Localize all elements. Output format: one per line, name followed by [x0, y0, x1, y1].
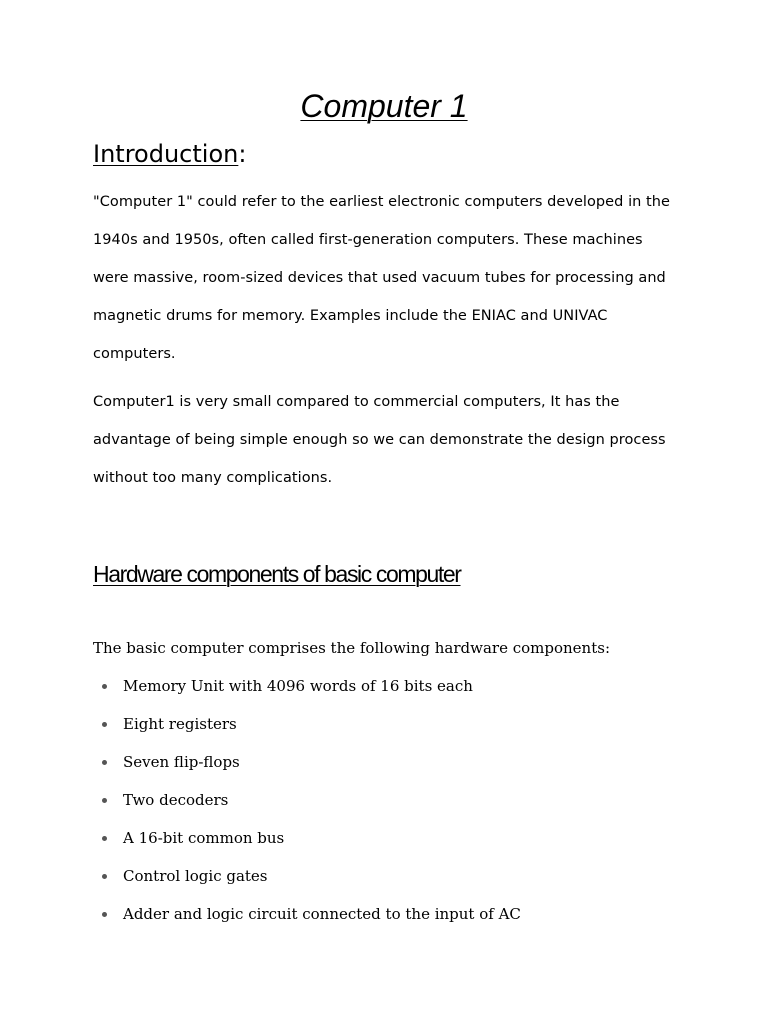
- paragraph-line: without too many complications.: [93, 470, 333, 486]
- paragraph-line: were massive, room-sized devices that used vacuum tubes for processing and: [93, 270, 666, 286]
- paragraph-line: magnetic drums for memory. Examples include the ENIAC and UNIVAC: [93, 308, 608, 324]
- introduction-paragraph-2: [93, 383, 693, 497]
- list-item: Control logic gates: [93, 857, 521, 895]
- hardware-intro-text: The basic computer comprises the following hardware components:: [93, 639, 610, 657]
- hardware-components-list: [93, 667, 521, 933]
- bullet-icon: [102, 874, 107, 879]
- list-item: Adder and logic circuit connected to the input of AC: [93, 895, 521, 933]
- list-item: Memory Unit with 4096 words of 16 bits each: [93, 667, 521, 705]
- paragraph-line: computers.: [93, 346, 176, 362]
- bullet-icon: [102, 798, 107, 803]
- hardware-components-heading: Hardware components of basic computer: [93, 561, 461, 587]
- paragraph-line: advantage of being simple enough so we can demonstrate the design process: [93, 432, 666, 448]
- list-item: A 16-bit common bus: [93, 819, 521, 857]
- bullet-icon: [102, 722, 107, 727]
- list-item: Seven flip-flops: [93, 743, 521, 781]
- list-item: Eight registers: [93, 705, 521, 743]
- paragraph-line: 1940s and 1950s, often called first-generation computers. These machines: [93, 232, 643, 248]
- introduction-paragraph-1: [93, 183, 693, 373]
- document-title: Computer 1: [300, 88, 468, 124]
- list-item: Two decoders: [93, 781, 521, 819]
- paragraph-line: "Computer 1" could refer to the earliest electronic computers developed in the: [93, 194, 670, 210]
- bullet-icon: [102, 836, 107, 841]
- paragraph-line: Computer1 is very small compared to commercial computers, It has the: [93, 394, 620, 410]
- bullet-icon: [102, 912, 107, 917]
- bullet-icon: [102, 760, 107, 765]
- introduction-heading: Introduction:: [93, 140, 247, 168]
- bullet-icon: [102, 684, 107, 689]
